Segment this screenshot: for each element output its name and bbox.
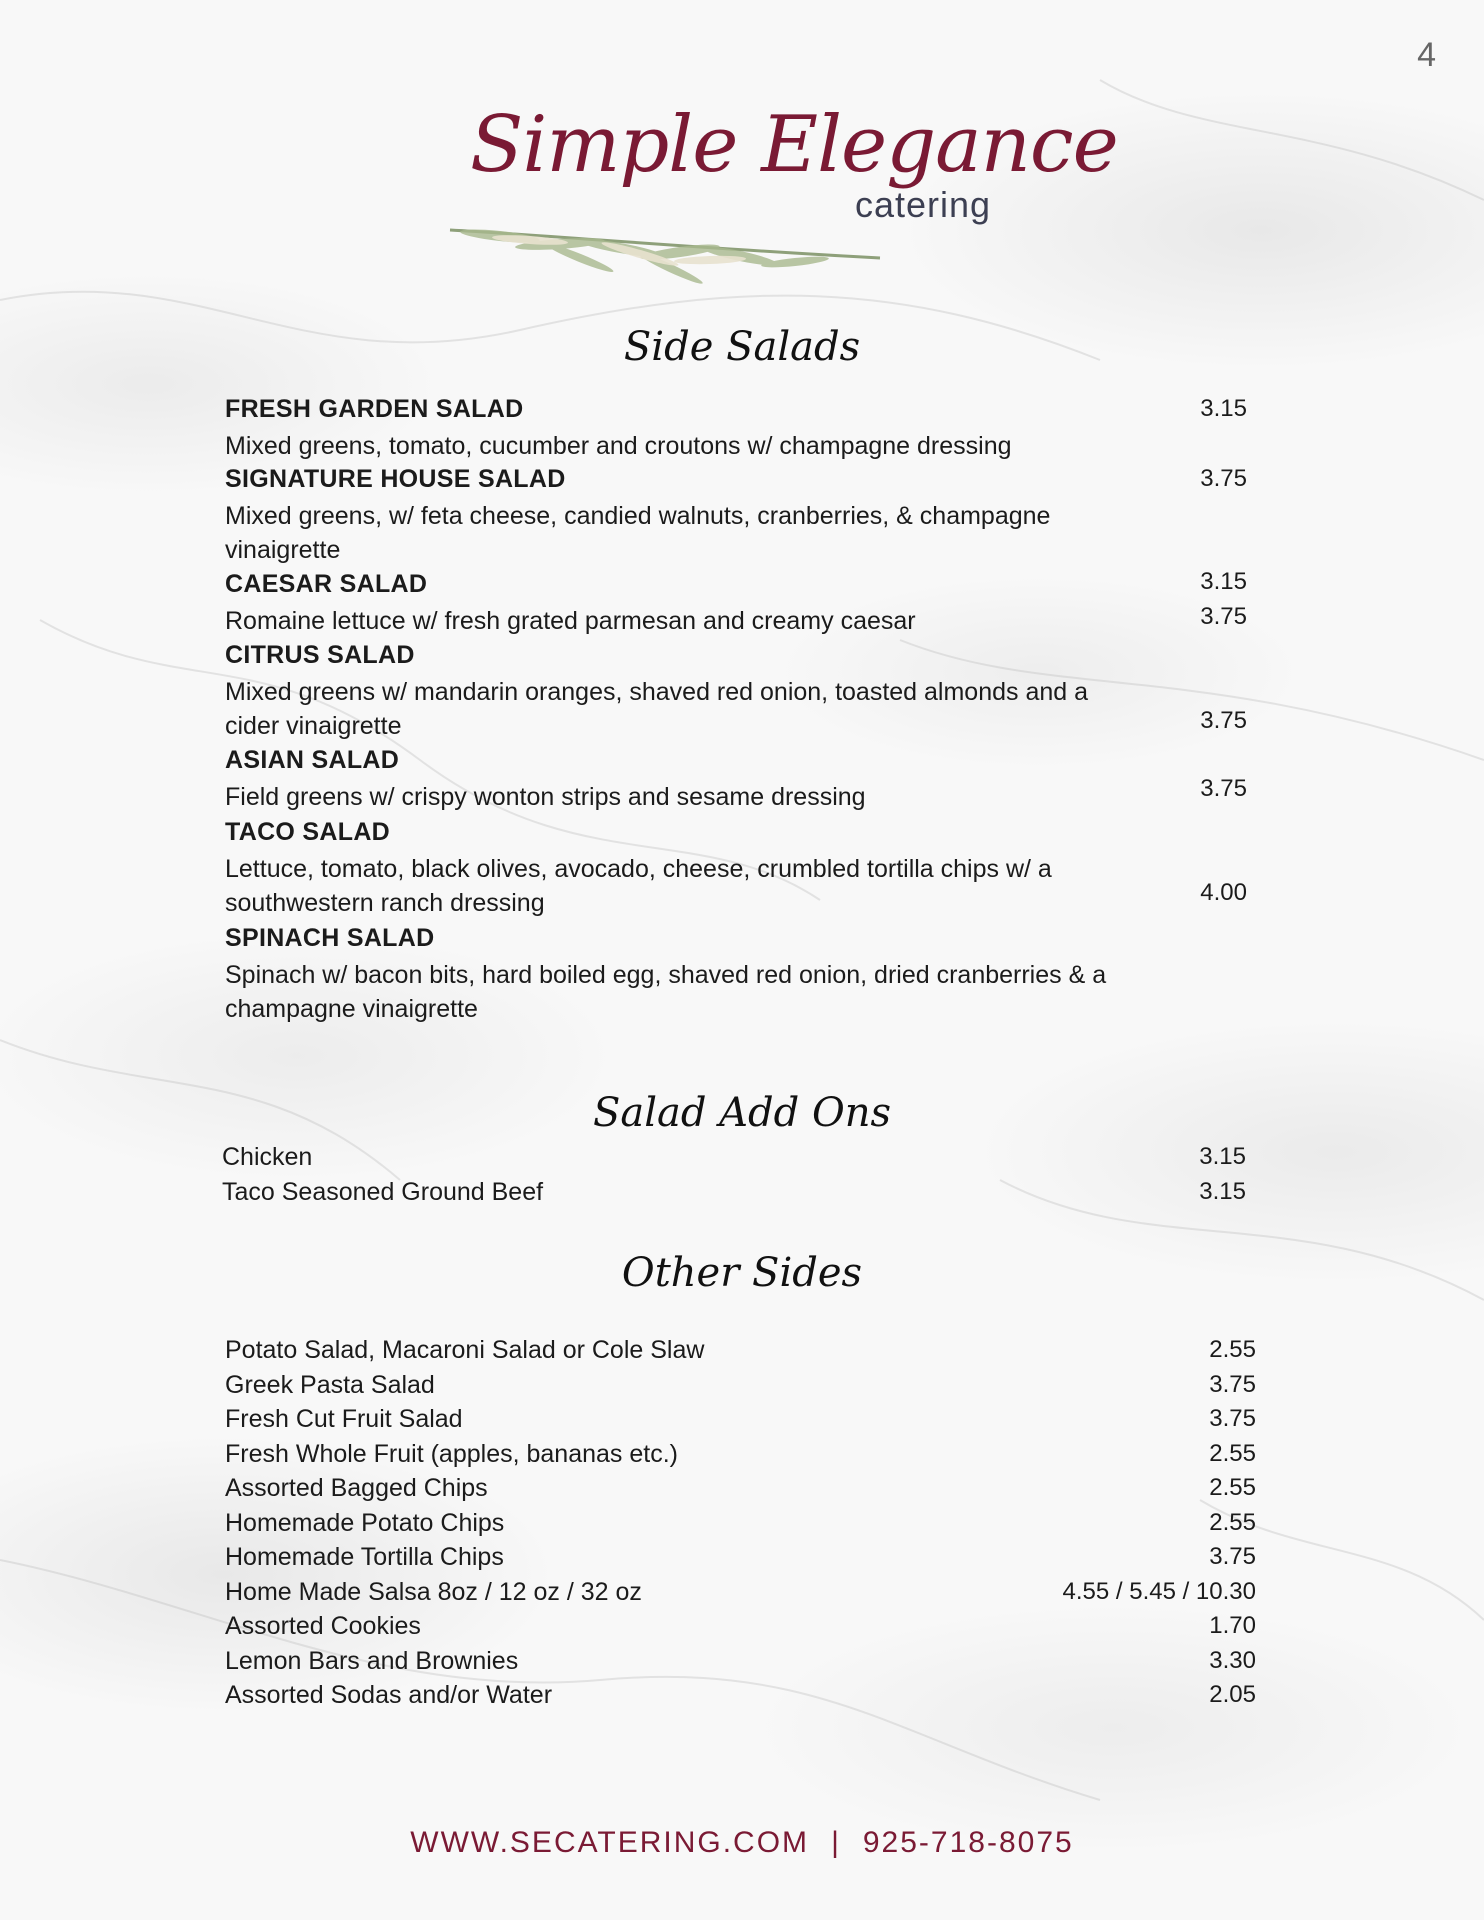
side-item-name: Greek Pasta Salad [225,1371,435,1399]
menu-item-name: CAESAR SALAD [225,570,428,598]
add-on-name: Chicken [222,1143,313,1171]
brand-subtitle: catering [855,184,992,225]
side-item-price: 3.75 [1209,1543,1256,1570]
menu-item-price: 4.00 [1200,879,1247,906]
side-item-name: Home Made Salsa 8oz / 12 oz / 32 oz [225,1578,642,1606]
menu-item-desc: Mixed greens, tomato, cucumber and croutons w/ champagne dressing [225,432,1012,460]
side-item-price: 3.30 [1209,1647,1256,1674]
side-item-price: 1.70 [1209,1612,1256,1639]
menu-item-desc: Field greens w/ crispy wonton strips and sesame dressing [225,783,866,811]
section-title-other-sides: Other Sides [621,1250,863,1296]
side-item-price: 2.55 [1209,1474,1256,1501]
footer-separator: | [831,1826,841,1859]
brand-name: Simple Elegance [470,100,1118,190]
menu-item-price: 3.75 [1200,603,1247,630]
menu-item-desc: Lettuce, tomato, black olives, avocado, cheese, crumbled tortilla chips w/ a southwestern ranch dressing [225,855,1052,917]
side-item-name: Assorted Bagged Chips [225,1474,488,1502]
side-item-name: Homemade Tortilla Chips [225,1543,504,1571]
side-item-name: Fresh Cut Fruit Salad [225,1405,463,1433]
website-link[interactable]: WWW.SECATERING.COM [410,1826,810,1859]
menu-item-price: 3.15 [1200,395,1247,422]
menu-item-desc: Mixed greens, w/ feta cheese, candied walnuts, cranberries, & champagne vinaigrette [225,502,1051,564]
menu-item-name: SIGNATURE HOUSE SALAD [225,465,566,493]
menu-item-name: ASIAN SALAD [225,746,400,774]
side-item-name: Fresh Whole Fruit (apples, bananas etc.) [225,1440,678,1468]
rosemary-sprig-icon [440,178,890,288]
side-item-name: Homemade Potato Chips [225,1509,505,1537]
menu-item-desc: Mixed greens w/ mandarin oranges, shaved red onion, toasted almonds and a cider vinaigrette [225,678,1089,740]
add-on-name: Taco Seasoned Ground Beef [222,1178,544,1206]
menu-item-desc: Romaine lettuce w/ fresh grated parmesan and creamy caesar [225,607,916,635]
menu-item-price: 3.75 [1200,775,1247,802]
menu-item-price: 3.15 [1200,568,1247,595]
side-item-price: 2.55 [1209,1440,1256,1467]
side-item-name: Potato Salad, Macaroni Salad or Cole Slaw [225,1336,705,1364]
menu-item-name: SPINACH SALAD [225,924,435,952]
add-on-price: 3.15 [1199,1143,1246,1170]
menu-item-name: FRESH GARDEN SALAD [225,395,524,423]
menu-item-name: CITRUS SALAD [225,641,415,669]
side-item-price: 3.75 [1209,1405,1256,1432]
side-item-name: Assorted Cookies [225,1612,421,1640]
menu-item-price: 3.75 [1200,707,1247,734]
side-item-name: Assorted Sodas and/or Water [225,1681,553,1709]
menu-item-price: 3.75 [1200,465,1247,492]
page-number: 4 [1417,36,1436,74]
footer-contact [0,1826,1484,1860]
menu-item-desc: Spinach w/ bacon bits, hard boiled egg, shaved red onion, dried cranberries & a champagne vinaigrette [225,961,1107,1023]
side-item-price: 2.55 [1209,1336,1256,1363]
phone-number[interactable]: 925-718-8075 [862,1826,1074,1859]
add-on-price: 3.15 [1199,1178,1246,1205]
section-title-side-salads: Side Salads [623,324,861,370]
side-item-price: 4.55 / 5.45 / 10.30 [1062,1578,1256,1605]
menu-item-name: TACO SALAD [225,818,391,846]
section-title-add-ons: Salad Add Ons [592,1090,892,1136]
side-item-name: Lemon Bars and Brownies [225,1647,519,1675]
side-item-price: 3.75 [1209,1371,1256,1398]
side-item-price: 2.05 [1209,1681,1256,1708]
brand-logo [440,100,1118,290]
side-item-price: 2.55 [1209,1509,1256,1536]
